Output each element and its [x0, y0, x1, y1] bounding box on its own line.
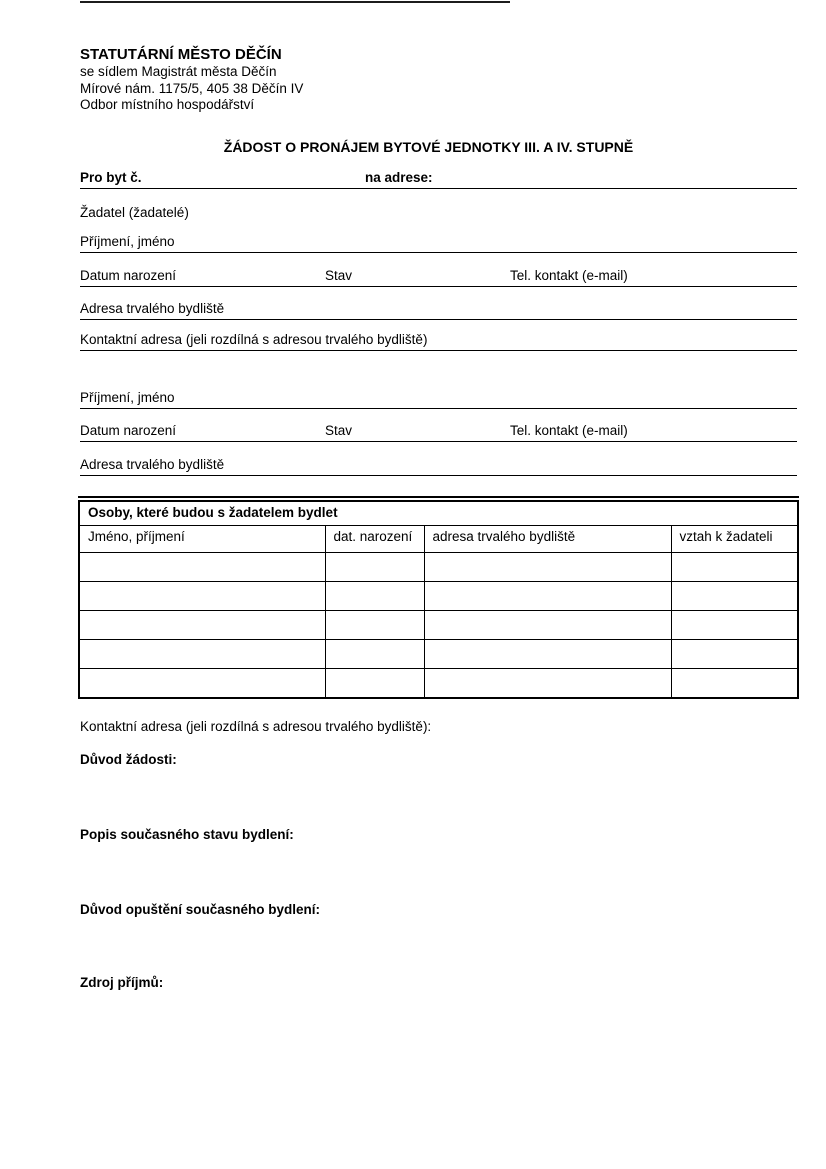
permanent-address-label-1: Adresa trvalého bydliště — [80, 301, 225, 316]
sender-municipality: STATUTÁRNÍ MĚSTO DĚČÍN — [80, 46, 282, 63]
applicants-heading: Žadatel (žadatelé) — [80, 205, 189, 220]
table-caption: Osoby, které budou s žadatelem bydlet — [79, 499, 798, 526]
table-row — [79, 640, 798, 669]
field-row-surname-2 — [80, 389, 797, 409]
table-caption-row — [79, 499, 798, 526]
address-label: na adrese: — [365, 170, 433, 185]
table-cell — [671, 640, 798, 669]
table-cell — [79, 669, 325, 699]
sender-block — [80, 46, 303, 114]
permanent-address-label-2: Adresa trvalého bydliště — [80, 457, 225, 472]
table-cell — [325, 553, 424, 582]
cohabitants-table-wrap — [78, 496, 797, 699]
table-cell — [424, 611, 671, 640]
cohabitants-table — [78, 496, 799, 699]
table-row — [79, 611, 798, 640]
surname-label-2: Příjmení, jméno — [80, 390, 175, 405]
table-cell — [424, 553, 671, 582]
column-header-address: adresa trvalého bydliště — [424, 526, 671, 553]
table-cell — [79, 640, 325, 669]
table-cell — [325, 582, 424, 611]
surname-label-1: Příjmení, jméno — [80, 234, 175, 249]
contact-address-section-label: Kontaktní adresa (jeli rozdílná s adresou trvalého bydliště): — [80, 719, 432, 734]
table-cell — [79, 611, 325, 640]
table-row — [79, 669, 798, 699]
table-cell — [671, 553, 798, 582]
birth-date-label-2: Datum narození — [80, 423, 177, 438]
contact-label-2: Tel. kontakt (e-mail) — [510, 423, 628, 438]
sender-department: Odbor místního hospodářství — [80, 97, 255, 113]
field-row-surname-1 — [80, 233, 797, 253]
table-cell — [671, 582, 798, 611]
field-row-birth-2 — [80, 422, 797, 442]
table-cell — [325, 640, 424, 669]
column-header-name: Jméno, příjmení — [79, 526, 325, 553]
field-row-permanent-address-2 — [80, 456, 797, 476]
leaving-reason-label: Důvod opuštění současného bydlení: — [80, 902, 321, 917]
header-rule — [80, 1, 510, 3]
table-row — [79, 553, 798, 582]
income-source-label: Zdroj příjmů: — [80, 975, 164, 990]
table-header-row — [79, 526, 798, 553]
page-title: ŽÁDOST O PRONÁJEM BYTOVÉ JEDNOTKY III. A IV. STUPNĚ — [223, 139, 634, 155]
marital-status-label-2: Stav — [325, 423, 353, 438]
table-cell — [671, 611, 798, 640]
table-empty-rows — [79, 553, 798, 699]
field-row-flat-address — [80, 169, 797, 189]
table-cell — [325, 611, 424, 640]
field-row-contact-address-1 — [80, 331, 797, 351]
sender-seat: se sídlem Magistrát města Děčín — [80, 64, 277, 79]
contact-address-label-1: Kontaktní adresa (jeli rozdílná s adresou trvalého bydliště) — [80, 332, 428, 347]
table-cell — [424, 582, 671, 611]
column-header-relation: vztah k žadateli — [671, 526, 798, 553]
table-cell — [424, 669, 671, 699]
table-cell — [671, 669, 798, 699]
birth-date-label-1: Datum narození — [80, 268, 177, 283]
flat-number-label: Pro byt č. — [80, 170, 142, 185]
table-cell — [79, 582, 325, 611]
contact-label-1: Tel. kontakt (e-mail) — [510, 268, 628, 283]
field-row-birth-1 — [80, 267, 797, 287]
marital-status-label-1: Stav — [325, 268, 353, 283]
table-cell — [424, 640, 671, 669]
table-row — [79, 582, 798, 611]
request-reason-label: Důvod žádosti: — [80, 752, 177, 767]
current-housing-label: Popis současného stavu bydlení: — [80, 827, 294, 842]
column-header-birth: dat. narození — [325, 526, 424, 553]
table-cell — [325, 669, 424, 699]
sender-address: Mírové nám. 1175/5, 405 38 Děčín IV — [80, 80, 304, 96]
field-row-permanent-address-1 — [80, 300, 797, 320]
table-cell — [79, 553, 325, 582]
